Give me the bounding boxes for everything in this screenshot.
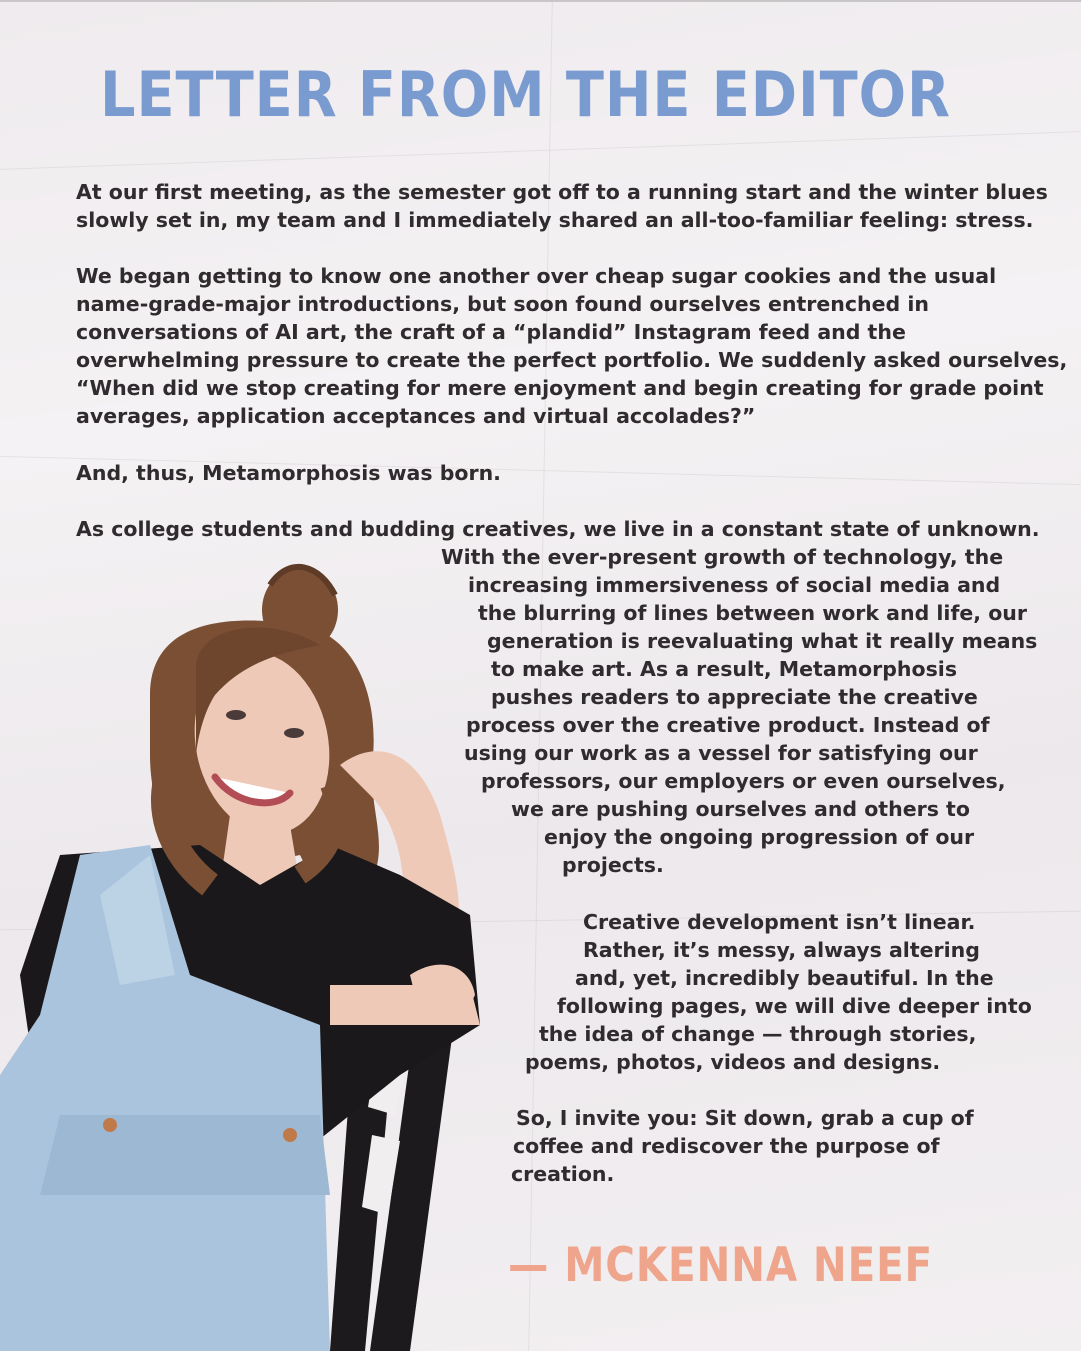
text-line: process over the creative product. Instead of: [466, 713, 990, 737]
text-line: slowly set in, my team and I immediately shared an all-too-familiar feeling: stress.: [76, 208, 1034, 232]
text-line: As college students and budding creatives, we live in a constant state of unknown.: [76, 517, 1040, 541]
text-line: using our work as a vessel for satisfying our: [464, 741, 978, 765]
text-line: pushes readers to appreciate the creative: [491, 685, 978, 709]
text-line: professors, our employers or even ourselves,: [481, 769, 1006, 793]
top-rule: [0, 0, 1081, 2]
text-line: increasing immersiveness of social media and: [468, 573, 1001, 597]
text-line: following pages, we will dive deeper into: [557, 994, 1032, 1018]
text-line: conversations of AI art, the craft of a “plandid” Instagram feed and the: [76, 320, 906, 344]
text-line: and, yet, incredibly beautiful. In the: [575, 966, 994, 990]
text-line: averages, application acceptances and virtual accolades?”: [76, 404, 756, 428]
paragraph-born: And, thus, Metamorphosis was born.: [76, 461, 501, 485]
text-line: Creative development isn’t linear.: [583, 910, 976, 934]
text-line: name-grade-major introductions, but soon found ourselves entrenched in: [76, 292, 929, 316]
text-line: creation.: [511, 1162, 615, 1186]
text-line: the blurring of lines between work and life, our: [478, 601, 1027, 625]
editor-photo: [0, 555, 530, 1351]
text-line: So, I invite you: Sit down, grab a cup of: [516, 1106, 974, 1130]
text-line: projects.: [562, 853, 664, 877]
text-line: With the ever-present growth of technology, the: [441, 545, 1004, 569]
text-line: At our first meeting, as the semester got off to a running start and the winter blues: [76, 180, 1048, 204]
text-line: to make art. As a result, Metamorphosis: [491, 657, 958, 681]
text-line: we are pushing ourselves and others to: [511, 797, 970, 821]
text-line: We began getting to know one another over cheap sugar cookies and the usual: [76, 264, 997, 288]
page-title: LETTER FROM THE EDITOR: [100, 58, 951, 131]
text-line: the idea of change — through stories,: [539, 1022, 977, 1046]
text-line: overwhelming pressure to create the perfect portfolio. We suddenly asked ourselves,: [76, 348, 1068, 372]
text-line: coffee and rediscover the purpose of: [513, 1134, 940, 1158]
text-line: enjoy the ongoing progression of our: [544, 825, 975, 849]
text-line: poems, photos, videos and designs.: [525, 1050, 941, 1074]
text-line: generation is reevaluating what it really means: [487, 629, 1038, 653]
text-line: Rather, it’s messy, always altering: [583, 938, 980, 962]
editor-signature: — MCKENNA NEEF: [508, 1238, 934, 1293]
text-line: “When did we stop creating for mere enjoyment and begin creating for grade point: [76, 376, 1044, 400]
